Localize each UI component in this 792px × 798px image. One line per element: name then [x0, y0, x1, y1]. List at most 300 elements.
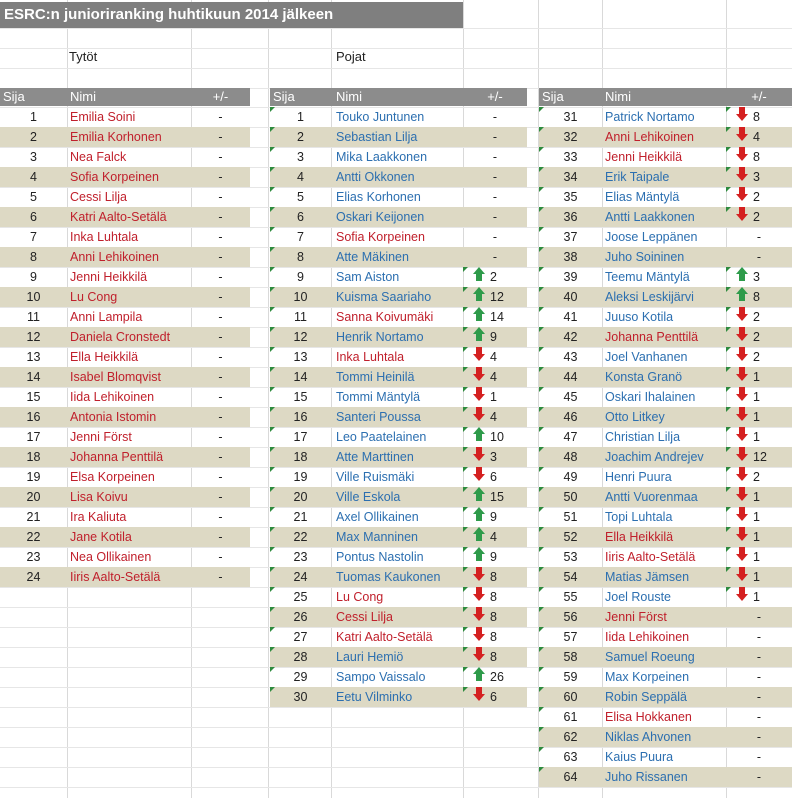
comment-marker-icon: [539, 287, 544, 292]
rank-cell: 47: [563, 430, 578, 444]
name-cell: Ella Heikkilä: [605, 530, 674, 544]
comment-marker-icon: [270, 207, 275, 212]
table-row[interactable]: [270, 587, 527, 607]
name-cell: Henri Puura: [605, 470, 672, 484]
change-cell: -: [756, 710, 762, 724]
change-cell: 4: [490, 350, 497, 364]
name-cell: Leo Paatelainen: [336, 430, 427, 444]
rank-cell: 18: [293, 450, 308, 464]
name-cell: Katri Aalto-Setälä: [70, 210, 167, 224]
change-cell: -: [218, 330, 223, 344]
change-cell: 8: [753, 290, 760, 304]
change-cell: 12: [490, 290, 504, 304]
comment-marker-icon: [726, 587, 731, 592]
comment-marker-icon: [726, 207, 731, 212]
arrow-down-icon: [736, 487, 748, 501]
rank-cell: 52: [563, 530, 578, 544]
table-row[interactable]: [539, 627, 792, 647]
comment-marker-icon: [726, 367, 731, 372]
table-row[interactable]: [0, 167, 250, 187]
rank-cell: 60: [563, 690, 578, 704]
table-row[interactable]: [539, 467, 792, 487]
table-row[interactable]: [539, 367, 792, 387]
table-row[interactable]: [539, 647, 792, 667]
change-cell: 1: [753, 390, 760, 404]
table-row[interactable]: [539, 587, 792, 607]
comment-marker-icon: [726, 387, 731, 392]
table-row[interactable]: [270, 347, 527, 367]
comment-marker-icon: [539, 467, 544, 472]
name-cell: Emilia Korhonen: [70, 130, 162, 144]
change-cell: -: [218, 190, 223, 204]
rank-cell: 9: [30, 270, 37, 284]
name-cell: Antti Okkonen: [336, 170, 415, 184]
rank-cell: 8: [297, 250, 304, 264]
rank-cell: 36: [563, 210, 578, 224]
arrow-down-icon: [473, 447, 485, 461]
comment-marker-icon: [539, 427, 544, 432]
table-row[interactable]: [0, 507, 250, 527]
name-cell: Sampo Vaissalo: [336, 670, 426, 684]
table-row[interactable]: [0, 207, 250, 227]
comment-marker-icon: [270, 607, 275, 612]
name-cell: Atte Mäkinen: [336, 250, 409, 264]
table-row[interactable]: [539, 427, 792, 447]
arrow-down-icon: [736, 327, 748, 341]
comment-marker-icon: [463, 627, 468, 632]
table-row[interactable]: [270, 687, 527, 707]
comment-marker-icon: [463, 667, 468, 672]
name-cell: Touko Juntunen: [336, 110, 425, 124]
rank-cell: 17: [26, 430, 41, 444]
comment-marker-icon: [539, 607, 544, 612]
comment-marker-icon: [539, 747, 544, 752]
arrow-up-icon: [473, 527, 485, 541]
table-header: [539, 88, 792, 106]
table-row[interactable]: [270, 547, 527, 567]
table-row[interactable]: [0, 367, 250, 387]
table-row[interactable]: [0, 227, 250, 247]
change-cell: 8: [490, 610, 497, 624]
table-row[interactable]: [270, 267, 527, 287]
change-cell: 8: [490, 570, 497, 584]
comment-marker-icon: [463, 287, 468, 292]
rank-cell: 13: [26, 350, 41, 364]
comment-marker-icon: [539, 247, 544, 252]
table-row[interactable]: [539, 407, 792, 427]
table-row[interactable]: [539, 227, 792, 247]
rank-cell: 7: [30, 230, 37, 244]
rank-cell: 27: [293, 630, 308, 644]
rank-cell: 54: [563, 570, 578, 584]
arrow-down-icon: [736, 507, 748, 521]
change-cell: 4: [490, 370, 497, 384]
table-row[interactable]: [539, 447, 792, 467]
table-row[interactable]: [0, 547, 250, 567]
table-row[interactable]: [0, 387, 250, 407]
name-cell: Elias Mäntylä: [605, 190, 680, 204]
rank-cell: 33: [563, 150, 578, 164]
arrow-down-icon: [736, 547, 748, 561]
name-cell: Anni Lehikoinen: [605, 130, 694, 144]
comment-marker-icon: [539, 667, 544, 672]
change-cell: -: [218, 370, 223, 384]
comment-marker-icon: [270, 507, 275, 512]
arrow-down-icon: [736, 107, 748, 121]
change-cell: 4: [490, 410, 497, 424]
change-cell: -: [492, 110, 498, 124]
name-cell: Teemu Mäntylä: [605, 270, 690, 284]
rank-cell: 1: [297, 110, 304, 124]
rank-cell: 14: [26, 370, 41, 384]
arrow-up-icon: [473, 427, 485, 441]
change-cell: -: [756, 750, 762, 764]
comment-marker-icon: [539, 587, 544, 592]
comment-marker-icon: [539, 167, 544, 172]
name-cell: Isabel Blomqvist: [70, 370, 162, 384]
table-row[interactable]: [539, 327, 792, 347]
rank-cell: 37: [563, 230, 578, 244]
table-row[interactable]: [0, 327, 250, 347]
change-cell: 2: [753, 330, 760, 344]
comment-marker-icon: [726, 527, 731, 532]
table-row[interactable]: [0, 147, 250, 167]
name-cell: Sanna Koivumäki: [336, 310, 434, 324]
arrow-down-icon: [736, 387, 748, 401]
change-cell: 1: [753, 430, 760, 444]
table-row[interactable]: [0, 127, 250, 147]
arrow-down-icon: [736, 467, 748, 481]
rank-cell: 59: [563, 670, 578, 684]
table-row[interactable]: [539, 747, 792, 767]
table-row[interactable]: [0, 307, 250, 327]
change-cell: 8: [753, 150, 760, 164]
comment-marker-icon: [539, 107, 544, 112]
comment-marker-icon: [463, 267, 468, 272]
change-cell: 3: [753, 270, 760, 284]
table-row[interactable]: [0, 487, 250, 507]
table-row[interactable]: [270, 627, 527, 647]
table-row[interactable]: [539, 127, 792, 147]
change-cell: -: [218, 270, 223, 284]
name-cell: Emilia Soini: [70, 110, 136, 124]
comment-marker-icon: [539, 727, 544, 732]
rank-cell: 6: [297, 210, 304, 224]
table-row[interactable]: [539, 187, 792, 207]
table-row[interactable]: [270, 247, 527, 267]
comment-marker-icon: [726, 427, 731, 432]
change-cell: 4: [753, 130, 760, 144]
change-cell: -: [218, 430, 223, 444]
table-row[interactable]: [0, 407, 250, 427]
table-row[interactable]: [539, 147, 792, 167]
table-row[interactable]: [270, 287, 527, 307]
name-cell: Pontus Nastolin: [336, 550, 424, 564]
name-cell: Ira Kaliuta: [70, 510, 127, 524]
table-row[interactable]: [270, 427, 527, 447]
change-cell: 1: [753, 410, 760, 424]
table-row[interactable]: [539, 567, 792, 587]
rank-cell: 5: [30, 190, 37, 204]
change-cell: 3: [753, 170, 760, 184]
name-cell: Samuel Roeung: [605, 650, 695, 664]
arrow-up-icon: [473, 487, 485, 501]
table-row[interactable]: [270, 487, 527, 507]
table-row[interactable]: [270, 667, 527, 687]
table-row[interactable]: [539, 307, 792, 327]
table-row[interactable]: [270, 527, 527, 547]
rank-cell: 43: [563, 350, 578, 364]
table-row[interactable]: [270, 107, 527, 127]
name-cell: Sebastian Lilja: [336, 130, 418, 144]
comment-marker-icon: [463, 367, 468, 372]
rank-cell: 9: [297, 270, 304, 284]
name-cell: Anni Lehikoinen: [70, 250, 159, 264]
name-cell: Oskari Ihalainen: [605, 390, 696, 404]
rank-cell: 2: [30, 130, 37, 144]
table-row[interactable]: [270, 307, 527, 327]
rank-cell: 2: [297, 130, 304, 144]
table-row[interactable]: [0, 267, 250, 287]
rank-cell: 29: [293, 670, 308, 684]
table-row[interactable]: [270, 167, 527, 187]
rank-cell: 55: [563, 590, 578, 604]
comment-marker-icon: [539, 567, 544, 572]
rank-cell: 21: [293, 510, 308, 524]
table-row[interactable]: [539, 607, 792, 627]
change-cell: 10: [490, 430, 504, 444]
rank-cell: 6: [30, 210, 37, 224]
table-row[interactable]: [539, 727, 792, 747]
name-cell: Jenni Heikkilä: [70, 270, 148, 284]
comment-marker-icon: [726, 347, 731, 352]
name-cell: Tuomas Kaukonen: [336, 570, 441, 584]
arrow-up-icon: [473, 547, 485, 561]
arrow-down-icon: [473, 467, 485, 481]
rank-cell: 64: [563, 770, 578, 784]
table-row[interactable]: [270, 507, 527, 527]
table-row[interactable]: [270, 207, 527, 227]
change-cell: 1: [753, 490, 760, 504]
rank-cell: 17: [293, 430, 308, 444]
rank-cell: 38: [563, 250, 578, 264]
table-row[interactable]: [270, 387, 527, 407]
change-cell: -: [218, 110, 223, 124]
arrow-down-icon: [736, 187, 748, 201]
change-cell: -: [492, 230, 498, 244]
arrow-down-icon: [736, 167, 748, 181]
table-row[interactable]: [539, 207, 792, 227]
comment-marker-icon: [539, 647, 544, 652]
table-row[interactable]: [270, 607, 527, 627]
table-row[interactable]: [270, 367, 527, 387]
name-cell: Juho Rissanen: [605, 770, 688, 784]
comment-marker-icon: [270, 187, 275, 192]
change-cell: -: [218, 310, 223, 324]
table-row[interactable]: [539, 287, 792, 307]
rank-cell: 42: [563, 330, 578, 344]
comment-marker-icon: [270, 367, 275, 372]
table-row[interactable]: [539, 167, 792, 187]
name-cell: Otto Litkey: [605, 410, 665, 424]
comment-marker-icon: [270, 247, 275, 252]
table-row[interactable]: [0, 287, 250, 307]
table-row[interactable]: [0, 107, 250, 127]
change-cell: -: [492, 150, 498, 164]
name-cell: Antti Vuorenmaa: [605, 490, 698, 504]
arrow-down-icon: [473, 587, 485, 601]
table-row[interactable]: [539, 267, 792, 287]
table-row[interactable]: [0, 187, 250, 207]
change-cell: 26: [490, 670, 504, 684]
change-cell: -: [492, 250, 498, 264]
table-row[interactable]: [270, 567, 527, 587]
comment-marker-icon: [270, 667, 275, 672]
name-cell: Matias Jämsen: [605, 570, 690, 584]
rank-cell: 4: [30, 170, 37, 184]
table-row[interactable]: [270, 127, 527, 147]
rank-cell: 62: [563, 730, 578, 744]
name-cell: Oskari Keijonen: [336, 210, 425, 224]
change-cell: -: [218, 510, 223, 524]
table-row[interactable]: [539, 707, 792, 727]
table-row[interactable]: [539, 247, 792, 267]
change-cell: -: [756, 770, 762, 784]
name-cell: Inka Luhtala: [336, 350, 405, 364]
name-cell: Cessi Lilja: [70, 190, 127, 204]
boys-section-label: Pojat: [336, 49, 366, 64]
header-name: Nimi: [605, 89, 631, 104]
name-cell: Axel Ollikainen: [336, 510, 419, 524]
comment-marker-icon: [270, 347, 275, 352]
table-row[interactable]: [539, 507, 792, 527]
table-row[interactable]: [539, 527, 792, 547]
change-cell: 1: [753, 550, 760, 564]
comment-marker-icon: [539, 547, 544, 552]
change-cell: -: [218, 350, 223, 364]
name-cell: Topi Luhtala: [605, 510, 673, 524]
change-cell: -: [218, 210, 223, 224]
header-change: +/-: [751, 89, 767, 104]
comment-marker-icon: [270, 327, 275, 332]
table-row[interactable]: [539, 487, 792, 507]
comment-marker-icon: [726, 467, 731, 472]
rank-cell: 15: [26, 390, 41, 404]
change-cell: -: [756, 230, 762, 244]
rank-cell: 63: [563, 750, 578, 764]
name-cell: Jenni Heikkilä: [605, 150, 683, 164]
table-row[interactable]: [0, 467, 250, 487]
name-cell: Robin Seppälä: [605, 690, 688, 704]
arrow-down-icon: [473, 407, 485, 421]
table-row[interactable]: [0, 427, 250, 447]
arrow-down-icon: [736, 307, 748, 321]
change-cell: 3: [490, 450, 497, 464]
change-cell: 4: [490, 530, 497, 544]
table-row[interactable]: [0, 347, 250, 367]
table-row[interactable]: [0, 247, 250, 267]
rank-cell: 31: [563, 110, 578, 124]
comment-marker-icon: [726, 187, 731, 192]
table-row[interactable]: [270, 407, 527, 427]
table-row[interactable]: [270, 187, 527, 207]
arrow-up-icon: [473, 667, 485, 681]
comment-marker-icon: [463, 567, 468, 572]
comment-marker-icon: [463, 487, 468, 492]
arrow-down-icon: [736, 127, 748, 141]
table-row[interactable]: [539, 347, 792, 367]
rank-cell: 12: [26, 330, 41, 344]
change-cell: -: [218, 150, 223, 164]
table-row[interactable]: [270, 327, 527, 347]
name-cell: Elias Korhonen: [336, 190, 421, 204]
name-cell: Ville Eskola: [336, 490, 401, 504]
rank-cell: 14: [293, 370, 308, 384]
comment-marker-icon: [539, 347, 544, 352]
table-row[interactable]: [539, 107, 792, 127]
change-cell: -: [756, 650, 762, 664]
comment-marker-icon: [270, 307, 275, 312]
table-row[interactable]: [0, 567, 250, 587]
name-cell: Ville Ruismäki: [336, 470, 415, 484]
rank-cell: 26: [293, 610, 308, 624]
table-row[interactable]: [270, 147, 527, 167]
change-cell: -: [218, 490, 223, 504]
change-cell: 1: [753, 530, 760, 544]
change-cell: -: [218, 130, 223, 144]
name-cell: Niklas Ahvonen: [605, 730, 692, 744]
comment-marker-icon: [463, 447, 468, 452]
comment-marker-icon: [463, 647, 468, 652]
table-row[interactable]: [539, 667, 792, 687]
header-name: Nimi: [70, 89, 96, 104]
rank-cell: 50: [563, 490, 578, 504]
rank-cell: 10: [293, 290, 308, 304]
comment-marker-icon: [726, 487, 731, 492]
table-row[interactable]: [539, 687, 792, 707]
comment-marker-icon: [539, 407, 544, 412]
change-cell: 9: [490, 550, 497, 564]
name-cell: Jenni Först: [70, 430, 132, 444]
table-row[interactable]: [270, 227, 527, 247]
change-cell: 9: [490, 330, 497, 344]
name-cell: Joel Vanhanen: [605, 350, 688, 364]
table-row[interactable]: [539, 547, 792, 567]
arrow-down-icon: [473, 347, 485, 361]
name-cell: Max Korpeinen: [605, 670, 690, 684]
table-row[interactable]: [0, 527, 250, 547]
table-row[interactable]: [270, 447, 527, 467]
rank-cell: 56: [563, 610, 578, 624]
name-cell: Santeri Poussa: [336, 410, 421, 424]
table-row[interactable]: [0, 447, 250, 467]
grid-row-line: [0, 787, 792, 788]
table-row[interactable]: [539, 767, 792, 787]
name-cell: Kuisma Saariaho: [336, 290, 432, 304]
name-cell: Elsa Korpeinen: [70, 470, 155, 484]
rank-cell: 18: [26, 450, 41, 464]
table-row[interactable]: [270, 647, 527, 667]
table-row[interactable]: [270, 467, 527, 487]
comment-marker-icon: [539, 487, 544, 492]
comment-marker-icon: [726, 107, 731, 112]
comment-marker-icon: [539, 187, 544, 192]
rank-cell: 58: [563, 650, 578, 664]
change-cell: -: [756, 250, 762, 264]
table-row[interactable]: [539, 387, 792, 407]
comment-marker-icon: [539, 327, 544, 332]
name-cell: Jenni Först: [605, 610, 667, 624]
